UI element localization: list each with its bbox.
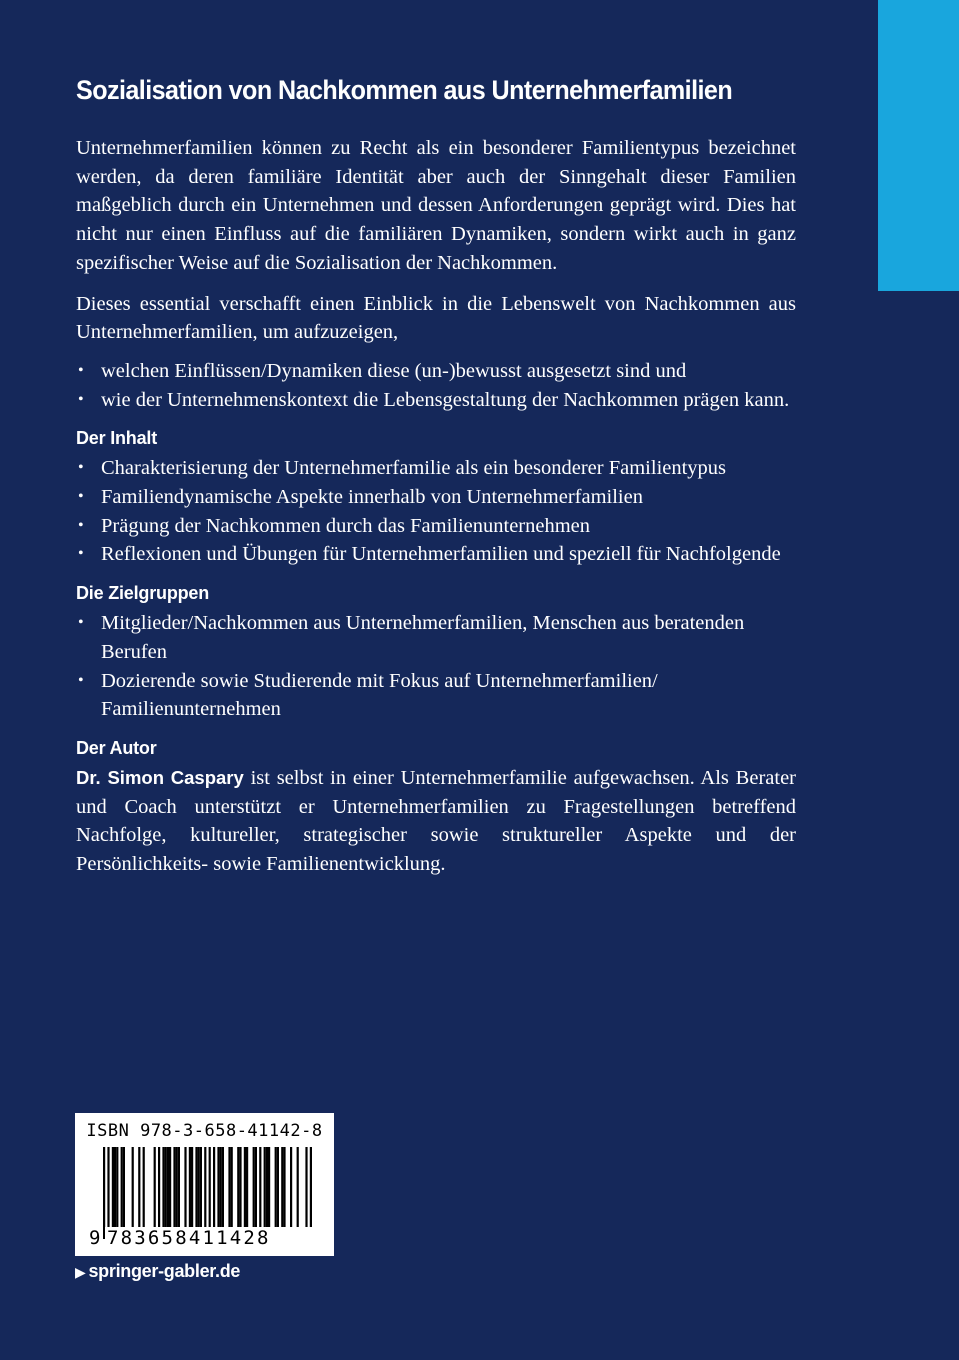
barcode-bar [189, 1147, 191, 1227]
barcode-bar [266, 1147, 268, 1227]
barcode-bar [264, 1147, 266, 1227]
barcode-bar [213, 1147, 215, 1227]
barcode-bar [103, 1147, 105, 1239]
arrow-right-icon: ▶ [75, 1264, 86, 1280]
barcode-bar [222, 1147, 224, 1227]
barcode-bar [169, 1147, 171, 1227]
barcode-bar [244, 1147, 246, 1227]
barcode-bar [112, 1147, 114, 1227]
barcode-bar [246, 1147, 248, 1227]
audience-list [76, 609, 796, 724]
barcode-bar [268, 1147, 270, 1227]
barcode-bar [173, 1147, 175, 1227]
contents-heading: Der Inhalt [76, 428, 158, 449]
barcode-bar [275, 1147, 277, 1227]
barcode-bar [297, 1147, 299, 1227]
barcode-bar [184, 1147, 186, 1227]
barcode-bar [283, 1147, 285, 1227]
list-item: • Reflexionen und Übungen für Unternehmerfamilien und speziell für Nachfolgende [76, 540, 796, 569]
list-item: • welchen Einflüssen/Dynamiken diese (un-)bewusst ausgesetzt sind und [76, 357, 796, 386]
barcode-bar [239, 1147, 241, 1227]
barcode-bar [231, 1147, 233, 1227]
website-label: springer-gabler.de [88, 1261, 241, 1281]
barcode-bar [123, 1147, 125, 1227]
list-item: • Mitglieder/Nachkommen aus Unternehmerfamilien, Menschen aus beratenden Berufen [76, 609, 796, 666]
barcode-bar [178, 1147, 180, 1227]
barcode-bar [204, 1147, 206, 1239]
barcode-bar [143, 1147, 145, 1227]
author-bio-text: ist selbst in einer Unternehmerfamilie aufgewachsen. Als Berater und Coach unterstützt er Unternehmerfamilien zu Fragestellungen betreffend Nachfolge, kultureller, strategischer sowie struktureller Aspekte und der Persönlichkeits- sowie Familienentwicklung. [76, 766, 796, 876]
barcode-bar [255, 1147, 257, 1227]
barcode-bar [154, 1147, 156, 1227]
barcode-bar [195, 1147, 197, 1227]
barcode-digits: 783658411428 [105, 1227, 324, 1249]
back-cover-text [76, 72, 796, 879]
barcode-bar [237, 1147, 239, 1227]
intro-paragraph-1: Unternehmerfamilien können zu Recht als ein besonderer Familientypus bezeichnet werden, da deren familiäre Identität aber auch der Sinngehalt dieser Familien maßgeblich durch ein Unternehmen und dessen Anforderungen geprägt wird. Dies hat nicht nur einen Einfluss auf die familiären Dynamiken, sondern wirkt auch in ganz spezifischer Weise auf die Sozialisation der Nachkommen. [76, 137, 796, 274]
barcode-bar [281, 1147, 283, 1227]
publisher-website[interactable] [75, 1261, 240, 1282]
barcode-bar [198, 1147, 200, 1227]
list-item: • wie der Unternehmenskontext die Lebensgestaltung der Nachkommen prägen kann. [76, 386, 796, 415]
intro-paragraph-2: Dieses essential verschafft einen Einblick in die Lebenswelt von Nachkommen aus Unternehmerfamilien, um aufzuzeigen, [76, 292, 796, 344]
barcode-bar [176, 1147, 178, 1227]
barcode-bar [290, 1147, 292, 1227]
barcode-bar [305, 1147, 307, 1239]
author-bio [76, 764, 796, 879]
contents-list [76, 454, 796, 569]
barcode-bar [217, 1147, 219, 1227]
isbn-barcode [75, 1113, 334, 1256]
book-title: Sozialisation von Nachkommen aus Unternehmerfamilien [76, 75, 733, 105]
barcode-bar [138, 1147, 140, 1227]
isbn-label: ISBN 978-3-658-41142-8 [86, 1121, 323, 1141]
barcode-bar [121, 1147, 123, 1227]
audience-heading: Die Zielgruppen [76, 583, 210, 604]
barcode-first-digit: 9 [89, 1227, 101, 1249]
accent-tab [878, 0, 959, 291]
barcode-bar [162, 1147, 164, 1227]
barcode-bar [107, 1147, 109, 1239]
list-item: • Dozierende sowie Studierende mit Fokus auf Unternehmerfamilien/ Familienunternehmen [76, 667, 796, 724]
barcode-bar [209, 1147, 211, 1239]
barcode-bar [277, 1147, 279, 1227]
barcode-bar [220, 1147, 222, 1227]
barcode-bar [310, 1147, 312, 1239]
intro-bullet-list [76, 357, 796, 414]
barcode-bar [132, 1147, 134, 1227]
list-item: • Charakterisierung der Unternehmerfamilie als ein besonderer Familientypus [76, 454, 796, 483]
author-name: Dr. Simon Caspary [76, 766, 244, 788]
barcode-bar [158, 1147, 160, 1227]
barcode-bar [228, 1147, 230, 1227]
barcode-bar [167, 1147, 169, 1227]
list-item: • Prägung der Nachkommen durch das Familienunternehmen [76, 512, 796, 541]
barcode-bar [253, 1147, 255, 1227]
author-heading: Der Autor [76, 737, 157, 758]
list-item: • Familiendynamische Aspekte innerhalb von Unternehmerfamilien [76, 483, 796, 512]
barcode-bar [114, 1147, 116, 1227]
barcode-bar [191, 1147, 193, 1227]
barcode-bar [259, 1147, 261, 1227]
barcode-bar [200, 1147, 202, 1227]
barcode-bar [116, 1147, 118, 1227]
barcode-bar [165, 1147, 167, 1227]
